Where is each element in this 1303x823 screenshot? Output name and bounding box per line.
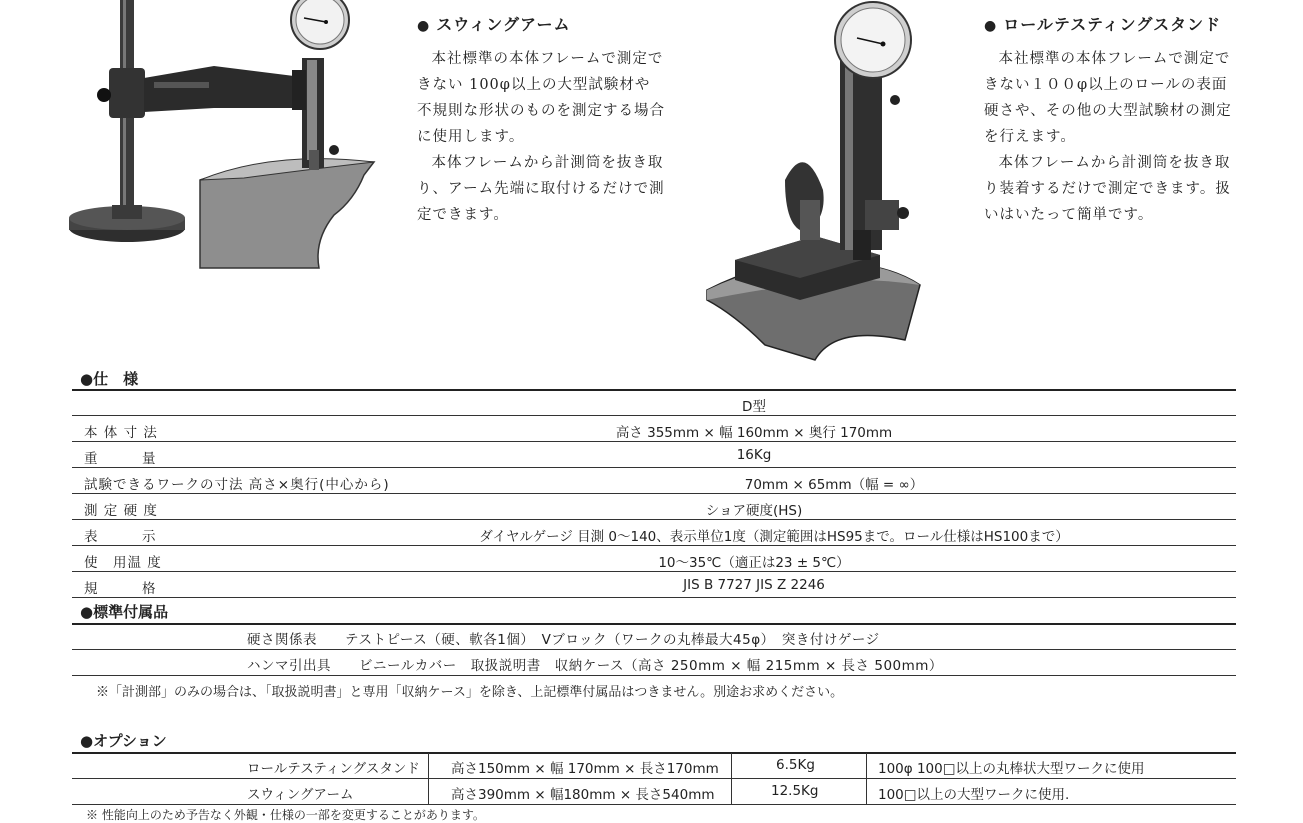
- spec-value: 70mm × 65mm（幅 = ∞）: [744, 477, 924, 493]
- accessories-heading: ●標準付属品: [80, 603, 169, 621]
- accessories-top-rule: [72, 623, 1236, 625]
- spec-row: [72, 442, 1236, 467]
- spec-row: [72, 416, 1236, 441]
- swing-arm-photo: [64, 0, 380, 270]
- spec-label: 試験できるワークの寸法 高さ×奥行(中心から): [84, 477, 390, 493]
- option-size: 高さ390mm × 幅180mm × 長さ540mm: [451, 787, 715, 803]
- options-col-divider: [428, 753, 429, 804]
- spec-model: D型: [742, 399, 766, 415]
- footer-note: ※ 性能向上のため予告なく外観・仕様の一部を変更することがあります。: [86, 808, 485, 822]
- spec-rule: [72, 597, 1236, 598]
- spec-label: 表 示: [84, 529, 157, 545]
- spec-value: JIS B 7727 JIS Z 2246: [683, 577, 825, 593]
- spec-row: [72, 546, 1236, 571]
- option-use: 100φ 100□以上の丸棒状大型ワークに使用: [878, 761, 1145, 777]
- spec-label: 規 格: [84, 581, 157, 597]
- spec-value: 高さ 355mm × 幅 160mm × 奥行 170mm: [615, 425, 893, 441]
- option-name: スウィングアーム: [247, 787, 354, 803]
- specs-heading: ●仕 様: [80, 370, 139, 388]
- option-weight: 12.5Kg: [771, 783, 819, 799]
- spec-value: ショア硬度(HS): [705, 503, 803, 519]
- roll-stand-feature: [984, 12, 1234, 228]
- spec-label: 使 用温 度: [84, 555, 162, 571]
- option-name: ロールテスティングスタンド: [247, 761, 420, 777]
- swing-arm-feature: [417, 12, 667, 228]
- spec-row: [72, 572, 1236, 597]
- accessories-line: 硬さ関係表 テストピース（硬、軟各1個） Vブロック（ワークの丸棒最大45φ） 突き付けゲージ: [247, 632, 880, 648]
- accessories-rule: [72, 675, 1236, 676]
- options-col-divider: [731, 753, 732, 804]
- swing-arm-desc-1: 本社標準の本体フレームで測定できない 100φ以上の大型試験材や 不規則な形状のものを測定する場合に使用します。: [417, 51, 665, 145]
- spec-row: [72, 494, 1236, 519]
- roll-stand-desc-1: 本社標準の本体フレームで測定できない１００φ以上のロールの表面硬さや、その他の大型試験材の測定を行えます。: [984, 51, 1232, 145]
- spec-label: 重 量: [84, 451, 157, 467]
- spec-value: 10〜35℃（適正は23 ± 5℃）: [658, 555, 850, 571]
- accessories-note: ※「計測部」のみの場合は、「取扱説明書」と専用「収納ケース」を除き、上記標準付属品はつきません。別途お求めください。: [96, 685, 844, 700]
- option-use: 100□以上の大型ワークに使用.: [878, 787, 1070, 803]
- accessories-rule: [72, 649, 1236, 650]
- roll-stand-title: ● ロールテスティングスタンド: [984, 15, 1222, 34]
- options-top-rule: [72, 752, 1236, 754]
- swing-arm-desc-2: 本体フレームから計測筒を抜き取り、アーム先端に取付けるだけで測定できます。: [417, 155, 665, 223]
- option-weight: 6.5Kg: [776, 757, 815, 773]
- spec-value: 16Kg: [736, 447, 772, 463]
- roll-stand-desc-2: 本体フレームから計測筒を抜き取り装着するだけで測定できます。扱いはいたって簡単です。: [984, 155, 1231, 223]
- options-col-divider: [866, 753, 867, 804]
- spec-model-row: [72, 390, 1236, 415]
- spec-label: 本 体 寸 法: [84, 425, 158, 441]
- options-rule: [72, 778, 1236, 779]
- roll-testing-stand-photo: [705, 0, 925, 365]
- spec-label: 測 定 硬 度: [84, 503, 158, 519]
- options-heading: ●オプション: [80, 732, 167, 750]
- option-size: 高さ150mm × 幅 170mm × 長さ170mm: [451, 761, 719, 777]
- accessories-line: ハンマ引出具 ビニールカバー 取扱説明書 収納ケース（高さ 250mm × 幅 215mm × 長さ 500mm）: [247, 658, 943, 674]
- options-rule: [72, 804, 1236, 805]
- spec-row: [72, 468, 1236, 493]
- swing-arm-title: ● スウィングアーム: [417, 15, 571, 34]
- spec-value: ダイヤルゲージ 目測 0〜140、表示単位1度（測定範囲はHS95まで。ロール仕様はHS100まで）: [479, 529, 1069, 545]
- spec-row: [72, 520, 1236, 545]
